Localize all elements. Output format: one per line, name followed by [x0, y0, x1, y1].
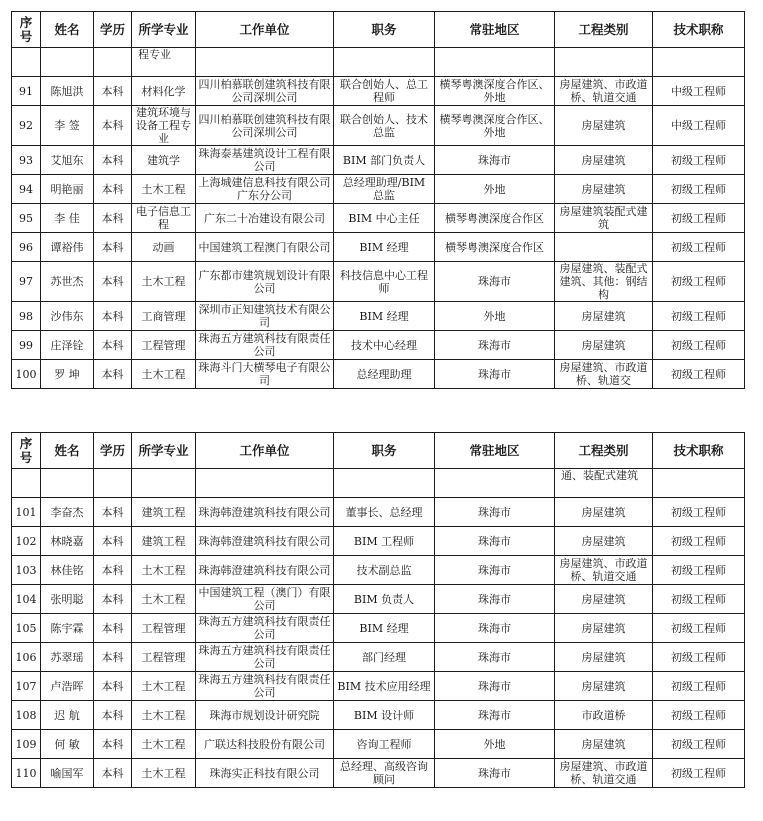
cell-major: 工程管理	[132, 331, 196, 360]
cell-title: 初级工程师	[653, 614, 745, 643]
cell-name: 李 签	[41, 106, 94, 146]
cell-edu: 本科	[94, 331, 132, 360]
cell-position: BIM 技术应用经理	[334, 672, 435, 701]
header-cell: 学历	[94, 433, 132, 469]
header-row	[12, 12, 745, 48]
cell-region: 珠海市	[435, 262, 555, 302]
cell-no: 99	[12, 331, 41, 360]
cell-edu: 本科	[94, 556, 132, 585]
cell-edu: 本科	[94, 498, 132, 527]
table-row	[12, 498, 745, 527]
cell-title: 中级工程师	[653, 77, 745, 106]
cell-region: 珠海市	[435, 527, 555, 556]
cell-major: 土木工程	[132, 360, 196, 389]
cell-region: 外地	[435, 730, 555, 759]
header-cell: 常驻地区	[435, 12, 555, 48]
cell-major: 建筑学	[132, 146, 196, 175]
table-row	[12, 759, 745, 788]
cell-position: 咨询工程师	[334, 730, 435, 759]
cell-edu: 本科	[94, 360, 132, 389]
cell-edu: 本科	[94, 527, 132, 556]
cell-edu: 本科	[94, 672, 132, 701]
cell-no: 103	[12, 556, 41, 585]
cell-name: 艾旭东	[41, 146, 94, 175]
continuation-row	[12, 48, 745, 77]
cell-major: 建筑工程	[132, 498, 196, 527]
cell-title: 初级工程师	[653, 262, 745, 302]
cell-unit: 珠海市规划设计研究院	[196, 701, 334, 730]
cell-region: 珠海市	[435, 759, 555, 788]
cell-category: 房屋建筑装配式建筑	[555, 204, 653, 233]
cell-region: 外地	[435, 302, 555, 331]
personnel-table-2	[11, 432, 745, 788]
cell-no: 98	[12, 302, 41, 331]
cell-edu: 本科	[94, 643, 132, 672]
cell-name: 迟 航	[41, 701, 94, 730]
cell-major: 土木工程	[132, 672, 196, 701]
header-cell: 序号	[12, 12, 41, 48]
cell-name: 何 敏	[41, 730, 94, 759]
cell-major: 建筑环境与设备工程专业	[132, 106, 196, 146]
cell-title: 初级工程师	[653, 672, 745, 701]
table-row	[12, 701, 745, 730]
cell-edu: 本科	[94, 106, 132, 146]
cell-unit: 珠海五方建筑科技有限责任公司	[196, 672, 334, 701]
header-cell: 工程类别	[555, 12, 653, 48]
cell-region: 珠海市	[435, 331, 555, 360]
cell-edu: 本科	[94, 302, 132, 331]
cell-unit: 珠海韩澄建筑科技有限公司	[196, 527, 334, 556]
cell-major: 工程管理	[132, 614, 196, 643]
cell-position: BIM 经理	[334, 233, 435, 262]
cell-category: 房屋建筑	[555, 614, 653, 643]
table-row	[12, 146, 745, 175]
cell-category: 房屋建筑	[555, 585, 653, 614]
cell-position: BIM 经理	[334, 302, 435, 331]
cell-no: 102	[12, 527, 41, 556]
cell-name: 林晓嘉	[41, 527, 94, 556]
cell-position: BIM 工程师	[334, 527, 435, 556]
cell-region: 横琴粤澳深度合作区、外地	[435, 77, 555, 106]
cell-unit: 广联达科技股份有限公司	[196, 730, 334, 759]
cell-category: 房屋建筑、市政道桥、轨道交通	[555, 556, 653, 585]
cell-position: 董事长、总经理	[334, 498, 435, 527]
cell-unit: 珠海泰基建筑设计工程有限公司	[196, 146, 334, 175]
table-row	[12, 730, 745, 759]
cell-position: BIM 负责人	[334, 585, 435, 614]
cell-unit: 中国建筑工程澳门有限公司	[196, 233, 334, 262]
table-row	[12, 233, 745, 262]
cell-major: 电子信息工程	[132, 204, 196, 233]
personnel-table-1	[11, 11, 745, 389]
table-row	[12, 175, 745, 204]
cell-major: 土木工程	[132, 701, 196, 730]
cell-edu: 本科	[94, 730, 132, 759]
cell-category: 房屋建筑、市政道桥、轨道交通	[555, 77, 653, 106]
cell-region: 珠海市	[435, 146, 555, 175]
cell-name: 沙伟东	[41, 302, 94, 331]
table-row	[12, 204, 745, 233]
cell-position: 联合创始人、总工程师	[334, 77, 435, 106]
cell-name: 陈旭洪	[41, 77, 94, 106]
header-cell: 技术职称	[653, 433, 745, 469]
cell-no: 105	[12, 614, 41, 643]
cell-region: 横琴粤澳深度合作区	[435, 204, 555, 233]
table-row	[12, 77, 745, 106]
cell-category: 房屋建筑、市政道桥、轨道交通	[555, 759, 653, 788]
cell-no: 106	[12, 643, 41, 672]
cell-name: 谭裕伟	[41, 233, 94, 262]
cell-title: 初级工程师	[653, 204, 745, 233]
cell-category: 房屋建筑、市政道桥、轨道交	[555, 360, 653, 389]
table-row	[12, 331, 745, 360]
cell-no: 95	[12, 204, 41, 233]
cell-unit: 珠海五方建筑科技有限责任公司	[196, 331, 334, 360]
cell-major: 土木工程	[132, 585, 196, 614]
cell-name: 卢浩晖	[41, 672, 94, 701]
cell-name: 李 佳	[41, 204, 94, 233]
cell-unit: 珠海实正科技有限公司	[196, 759, 334, 788]
cell-category: 房屋建筑	[555, 498, 653, 527]
table-row	[12, 106, 745, 146]
cell-title: 初级工程师	[653, 302, 745, 331]
cell-position: 总经理、高级咨询顾问	[334, 759, 435, 788]
cell-name: 明艳丽	[41, 175, 94, 204]
continuation-row	[12, 469, 745, 498]
cell-position: 技术副总监	[334, 556, 435, 585]
cell-edu: 本科	[94, 204, 132, 233]
table-row	[12, 262, 745, 302]
cell-name: 李奋杰	[41, 498, 94, 527]
cell-position: 总经理助理/BIM 总监	[334, 175, 435, 204]
table-row	[12, 556, 745, 585]
cell-title: 初级工程师	[653, 643, 745, 672]
cell-position: 联合创始人、技术总监	[334, 106, 435, 146]
cell-major: 建筑工程	[132, 527, 196, 556]
cell-edu: 本科	[94, 614, 132, 643]
cell-major: 土木工程	[132, 730, 196, 759]
cell-category: 房屋建筑	[555, 643, 653, 672]
cell-unit: 广东都市建筑规划设计有限公司	[196, 262, 334, 302]
cell-unit: 广东二十冶建设有限公司	[196, 204, 334, 233]
cell-name: 张明聪	[41, 585, 94, 614]
cell-no: 110	[12, 759, 41, 788]
cell-category: 房屋建筑	[555, 175, 653, 204]
cell-no: 94	[12, 175, 41, 204]
cell-region: 珠海市	[435, 360, 555, 389]
table-row	[12, 360, 745, 389]
cell-unit: 珠海斗门大横琴电子有限公司	[196, 360, 334, 389]
cell-name: 林佳铭	[41, 556, 94, 585]
cell-no: 92	[12, 106, 41, 146]
header-cell: 常驻地区	[435, 433, 555, 469]
continuation-category: 通、装配式建筑	[555, 469, 653, 498]
cell-unit: 四川柏慕联创建筑科技有限公司深圳公司	[196, 77, 334, 106]
cell-major: 动画	[132, 233, 196, 262]
cell-category: 房屋建筑	[555, 527, 653, 556]
cell-category: 房屋建筑	[555, 672, 653, 701]
cell-title: 初级工程师	[653, 233, 745, 262]
cell-major: 土木工程	[132, 262, 196, 302]
cell-title: 初级工程师	[653, 498, 745, 527]
cell-no: 93	[12, 146, 41, 175]
cell-no: 101	[12, 498, 41, 527]
cell-category: 市政道桥	[555, 701, 653, 730]
cell-region: 横琴粤澳深度合作区	[435, 233, 555, 262]
cell-title: 初级工程师	[653, 527, 745, 556]
cell-title: 初级工程师	[653, 146, 745, 175]
cell-unit: 珠海五方建筑科技有限责任公司	[196, 614, 334, 643]
table-row	[12, 527, 745, 556]
cell-position: BIM 经理	[334, 614, 435, 643]
cell-major: 土木工程	[132, 759, 196, 788]
cell-region: 珠海市	[435, 614, 555, 643]
cell-region: 外地	[435, 175, 555, 204]
cell-no: 107	[12, 672, 41, 701]
cell-position: BIM 中心主任	[334, 204, 435, 233]
cell-edu: 本科	[94, 759, 132, 788]
cell-position: BIM 设计师	[334, 701, 435, 730]
cell-title: 初级工程师	[653, 556, 745, 585]
cell-title: 中级工程师	[653, 106, 745, 146]
cell-title: 初级工程师	[653, 360, 745, 389]
cell-major: 工商管理	[132, 302, 196, 331]
cell-category: 房屋建筑、装配式建筑、其他：钢结构	[555, 262, 653, 302]
cell-unit: 珠海韩澄建筑科技有限公司	[196, 498, 334, 527]
cell-name: 陈宇霖	[41, 614, 94, 643]
cell-name: 苏世杰	[41, 262, 94, 302]
cell-unit: 珠海五方建筑科技有限责任公司	[196, 643, 334, 672]
header-cell: 所学专业	[132, 12, 196, 48]
cell-region: 珠海市	[435, 498, 555, 527]
table-row	[12, 614, 745, 643]
cell-position: 总经理助理	[334, 360, 435, 389]
cell-category: 房屋建筑	[555, 331, 653, 360]
header-cell: 技术职称	[653, 12, 745, 48]
cell-edu: 本科	[94, 146, 132, 175]
cell-edu: 本科	[94, 233, 132, 262]
cell-major: 工程管理	[132, 643, 196, 672]
table-row	[12, 302, 745, 331]
cell-category: 房屋建筑	[555, 302, 653, 331]
cell-major: 土木工程	[132, 556, 196, 585]
header-cell: 序号	[12, 433, 41, 469]
table-row	[12, 643, 745, 672]
cell-region: 珠海市	[435, 585, 555, 614]
header-cell: 工作单位	[196, 12, 334, 48]
cell-no: 91	[12, 77, 41, 106]
cell-position: 技术中心经理	[334, 331, 435, 360]
cell-name: 苏翠瑶	[41, 643, 94, 672]
cell-region: 珠海市	[435, 643, 555, 672]
cell-major: 土木工程	[132, 175, 196, 204]
header-cell: 工程类别	[555, 433, 653, 469]
cell-name: 罗 坤	[41, 360, 94, 389]
continuation-major: 程专业	[132, 48, 196, 77]
cell-category	[555, 233, 653, 262]
header-cell: 工作单位	[196, 433, 334, 469]
table-row	[12, 585, 745, 614]
cell-category: 房屋建筑	[555, 730, 653, 759]
cell-major: 材料化学	[132, 77, 196, 106]
header-cell: 姓名	[41, 433, 94, 469]
cell-unit: 深圳市正知建筑技术有限公司	[196, 302, 334, 331]
cell-region: 珠海市	[435, 672, 555, 701]
cell-no: 108	[12, 701, 41, 730]
cell-category: 房屋建筑	[555, 106, 653, 146]
cell-title: 初级工程师	[653, 175, 745, 204]
cell-edu: 本科	[94, 77, 132, 106]
cell-unit: 中国建筑工程（澳门）有限公司	[196, 585, 334, 614]
cell-no: 96	[12, 233, 41, 262]
cell-region: 珠海市	[435, 556, 555, 585]
cell-edu: 本科	[94, 175, 132, 204]
cell-no: 100	[12, 360, 41, 389]
cell-unit: 上海城建信息科技有限公司广东分公司	[196, 175, 334, 204]
cell-region: 横琴粤澳深度合作区、外地	[435, 106, 555, 146]
cell-title: 初级工程师	[653, 701, 745, 730]
cell-edu: 本科	[94, 585, 132, 614]
cell-edu: 本科	[94, 262, 132, 302]
header-cell: 学历	[94, 12, 132, 48]
header-cell: 所学专业	[132, 433, 196, 469]
cell-edu: 本科	[94, 701, 132, 730]
cell-title: 初级工程师	[653, 759, 745, 788]
header-row	[12, 433, 745, 469]
cell-category: 房屋建筑	[555, 146, 653, 175]
cell-position: 科技信息中心工程师	[334, 262, 435, 302]
cell-position: BIM 部门负责人	[334, 146, 435, 175]
cell-unit: 珠海韩澄建筑科技有限公司	[196, 556, 334, 585]
cell-no: 109	[12, 730, 41, 759]
header-cell: 职务	[334, 12, 435, 48]
cell-name: 庄泽铨	[41, 331, 94, 360]
header-cell: 职务	[334, 433, 435, 469]
cell-no: 97	[12, 262, 41, 302]
cell-title: 初级工程师	[653, 331, 745, 360]
cell-title: 初级工程师	[653, 730, 745, 759]
cell-position: 部门经理	[334, 643, 435, 672]
cell-no: 104	[12, 585, 41, 614]
cell-unit: 四川柏慕联创建筑科技有限公司深圳公司	[196, 106, 334, 146]
header-cell: 姓名	[41, 12, 94, 48]
cell-title: 初级工程师	[653, 585, 745, 614]
cell-name: 喻国军	[41, 759, 94, 788]
table-row	[12, 672, 745, 701]
cell-region: 珠海市	[435, 701, 555, 730]
